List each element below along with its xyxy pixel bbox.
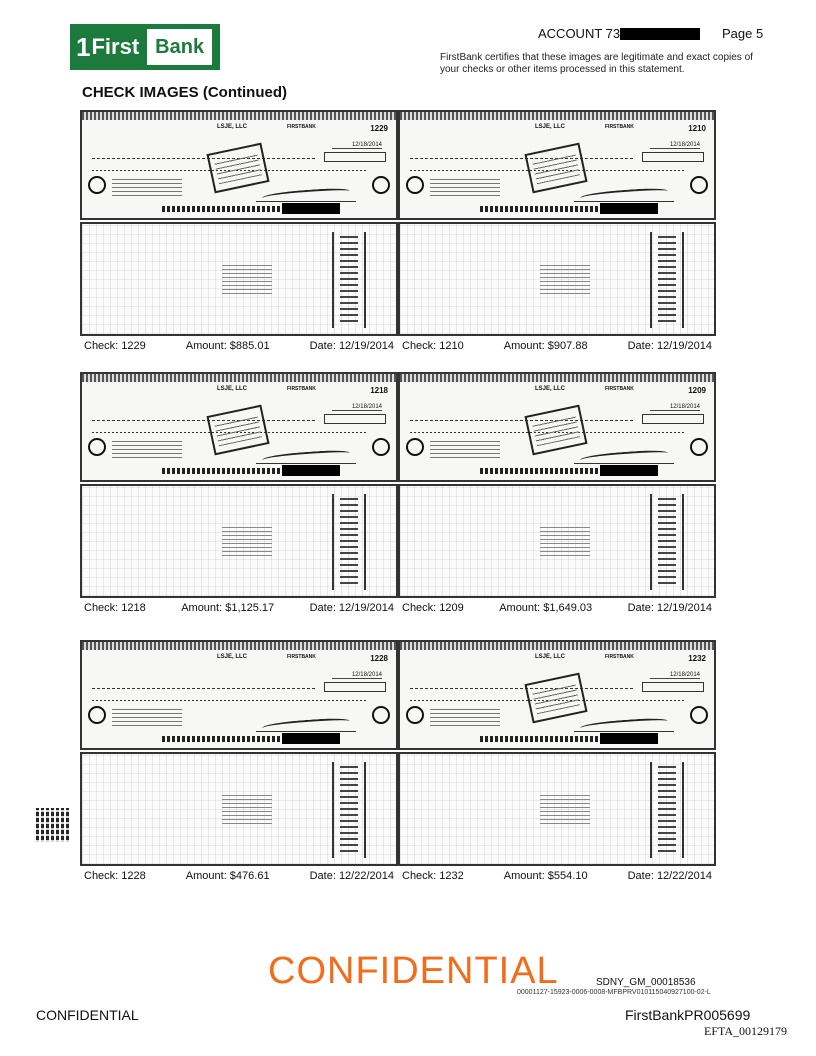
check-front-image[interactable] bbox=[398, 640, 716, 750]
check-bank: FIRSTBANK bbox=[605, 654, 634, 660]
check-amount: Amount: $885.01 bbox=[185, 340, 270, 352]
amount-box bbox=[324, 414, 386, 424]
check-item bbox=[80, 110, 398, 358]
check-date: Date: 12/22/2014 bbox=[627, 870, 712, 882]
check-face-number: 1229 bbox=[370, 124, 388, 133]
check-amount: Amount: $1,125.17 bbox=[181, 602, 275, 614]
check-front-image[interactable] bbox=[80, 372, 398, 482]
check-bank: FIRSTBANK bbox=[287, 654, 316, 660]
check-face-date: 12/18/2014 bbox=[650, 672, 700, 679]
check-face-date: 12/18/2014 bbox=[332, 142, 382, 149]
check-back-image[interactable] bbox=[398, 752, 716, 866]
check-date: Date: 12/19/2014 bbox=[627, 340, 712, 352]
check-item bbox=[80, 372, 398, 620]
endorsement bbox=[650, 232, 684, 328]
check-date: Date: 12/22/2014 bbox=[309, 870, 394, 882]
check-payer: LSJE, LLC bbox=[216, 654, 247, 660]
check-caption bbox=[398, 340, 716, 352]
endorsement bbox=[332, 762, 366, 858]
amount-box bbox=[642, 152, 704, 162]
redaction-bar bbox=[282, 733, 340, 744]
check-amount: Amount: $907.88 bbox=[503, 340, 588, 352]
check-date: Date: 12/19/2014 bbox=[309, 602, 394, 614]
check-back-image[interactable] bbox=[398, 484, 716, 598]
check-face-number: 1209 bbox=[688, 386, 706, 395]
check-payer: LSJE, LLC bbox=[534, 654, 565, 660]
bates-number: FirstBankPR005699 bbox=[625, 1007, 751, 1023]
signature bbox=[256, 716, 356, 732]
check-face-date: 12/18/2014 bbox=[332, 672, 382, 679]
check-payer: LSJE, LLC bbox=[534, 386, 565, 392]
account-number bbox=[538, 26, 700, 41]
confidential-stamp: CONFIDENTIAL bbox=[268, 950, 559, 992]
signature bbox=[574, 186, 674, 202]
check-item bbox=[80, 640, 398, 888]
redaction-bar bbox=[620, 28, 700, 40]
micr-line bbox=[480, 468, 600, 474]
check-face-date: 12/18/2014 bbox=[332, 404, 382, 411]
efta-number: EFTA_00129179 bbox=[704, 1024, 788, 1038]
check-caption bbox=[80, 870, 398, 882]
check-bank: FIRSTBANK bbox=[605, 386, 634, 392]
check-face-number: 1232 bbox=[688, 654, 706, 663]
certification-text: FirstBank certifies that these images are legitimate and exact copies of your checks or other items processed in this statement. bbox=[440, 52, 753, 75]
amount-box bbox=[324, 682, 386, 692]
check-front-image[interactable] bbox=[398, 110, 716, 220]
check-front-image[interactable] bbox=[398, 372, 716, 482]
logo-number: 1 bbox=[76, 31, 90, 62]
micr-line bbox=[162, 206, 282, 212]
check-payer: LSJE, LLC bbox=[216, 124, 247, 130]
check-payer: LSJE, LLC bbox=[534, 124, 565, 130]
check-item bbox=[398, 372, 716, 620]
redaction-bar bbox=[600, 465, 658, 476]
check-front-image[interactable] bbox=[80, 110, 398, 220]
check-caption bbox=[398, 870, 716, 882]
micr-line bbox=[162, 468, 282, 474]
signature bbox=[574, 716, 674, 732]
section-title: CHECK IMAGES (Continued) bbox=[82, 84, 287, 101]
page-number: Page 5 bbox=[722, 26, 764, 41]
check-face-number: 1210 bbox=[688, 124, 706, 133]
endorsement bbox=[332, 494, 366, 590]
sdny-id: SDNY_GM_00018536 bbox=[596, 977, 696, 988]
signature bbox=[256, 448, 356, 464]
endorsement bbox=[650, 762, 684, 858]
check-face-number: 1228 bbox=[370, 654, 388, 663]
check-face-number: 1218 bbox=[370, 386, 388, 395]
amount-box bbox=[642, 682, 704, 692]
signature bbox=[574, 448, 674, 464]
amount-box bbox=[642, 414, 704, 424]
check-bank: FIRSTBANK bbox=[287, 124, 316, 130]
logo-first: First bbox=[91, 34, 140, 59]
qr-code bbox=[36, 808, 70, 842]
sdny-sub-id: 00001127-15923-0006-0008-MFBPRV010115040927100-02-L bbox=[517, 989, 711, 996]
logo-bank: Bank bbox=[147, 29, 212, 65]
check-back-image[interactable] bbox=[80, 752, 398, 866]
firstbank-logo bbox=[70, 24, 220, 70]
check-bank: FIRSTBANK bbox=[605, 124, 634, 130]
check-back-image[interactable] bbox=[398, 222, 716, 336]
check-amount: Amount: $476.61 bbox=[185, 870, 270, 882]
check-item bbox=[398, 640, 716, 888]
check-number: Check: 1229 bbox=[84, 340, 146, 352]
redaction-bar bbox=[600, 733, 658, 744]
signature bbox=[256, 186, 356, 202]
check-face-date: 12/18/2014 bbox=[650, 142, 700, 149]
check-amount: Amount: $1,649.03 bbox=[499, 602, 593, 614]
check-number: Check: 1232 bbox=[402, 870, 464, 882]
confidential-label: CONFIDENTIAL bbox=[36, 1007, 139, 1023]
check-caption bbox=[80, 340, 398, 352]
check-number: Check: 1209 bbox=[402, 602, 464, 614]
check-caption bbox=[80, 602, 398, 614]
check-date: Date: 12/19/2014 bbox=[309, 340, 394, 352]
check-bank: FIRSTBANK bbox=[287, 386, 316, 392]
check-back-image[interactable] bbox=[80, 484, 398, 598]
endorsement bbox=[332, 232, 366, 328]
redaction-bar bbox=[282, 465, 340, 476]
check-number: Check: 1218 bbox=[84, 602, 146, 614]
micr-line bbox=[480, 206, 600, 212]
check-face-date: 12/18/2014 bbox=[650, 404, 700, 411]
check-front-image[interactable] bbox=[80, 640, 398, 750]
micr-line bbox=[480, 736, 600, 742]
check-caption bbox=[398, 602, 716, 614]
check-date: Date: 12/19/2014 bbox=[627, 602, 712, 614]
endorsement bbox=[650, 494, 684, 590]
redaction-bar bbox=[282, 203, 340, 214]
account-label: ACCOUNT 73 bbox=[538, 26, 621, 41]
check-amount: Amount: $554.10 bbox=[503, 870, 588, 882]
check-back-image[interactable] bbox=[80, 222, 398, 336]
check-number: Check: 1228 bbox=[84, 870, 146, 882]
amount-box bbox=[324, 152, 386, 162]
check-item bbox=[398, 110, 716, 358]
check-number: Check: 1210 bbox=[402, 340, 464, 352]
micr-line bbox=[162, 736, 282, 742]
redaction-bar bbox=[600, 203, 658, 214]
check-payer: LSJE, LLC bbox=[216, 386, 247, 392]
